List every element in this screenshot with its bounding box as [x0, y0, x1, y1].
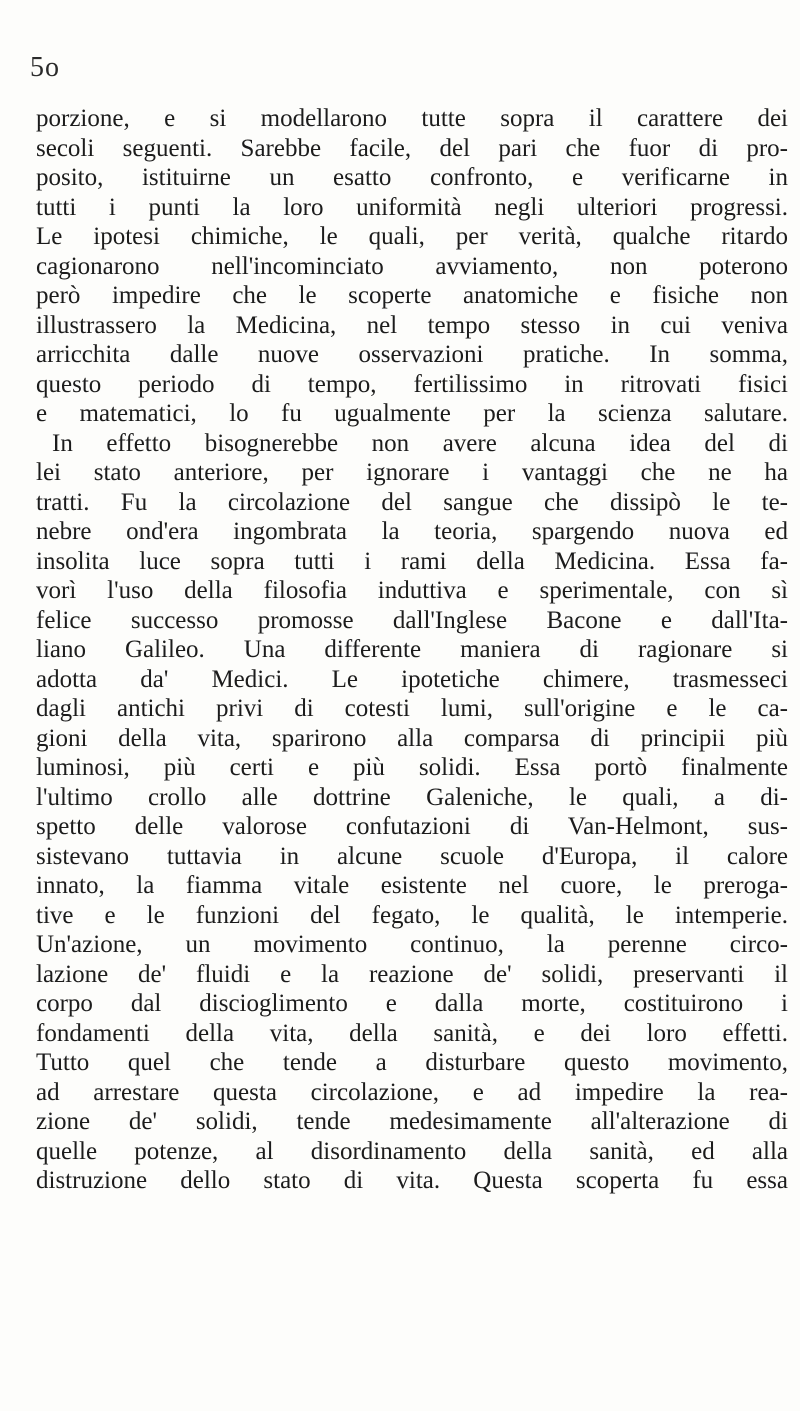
text-line: insolita luce sopra tutti i rami della Medicina. Essa fa- [36, 547, 788, 575]
text-line: adotta da' Medici. Le ipotetiche chimere, trasmesseci [36, 665, 788, 693]
text-line: e matematici, lo fu ugualmente per la scienza salutare. [36, 400, 788, 427]
text-line: sistevano tuttavia in alcune scuole d'Europa, il calore [36, 842, 788, 870]
text-line: Un'azione, un movimento continuo, la perenne circo- [36, 931, 788, 958]
body-text [36, 104, 788, 1196]
text-line: tutti i punti la loro uniformità negli ulteriori progressi. [36, 193, 788, 221]
text-line: Le ipotesi chimiche, le quali, per verità, qualche ritardo [36, 223, 788, 250]
text-line: gioni della vita, sparirono alla comparsa di principii più [36, 724, 788, 752]
text-line: corpo dal discioglimento e dalla morte, costituirono i [36, 990, 788, 1017]
text-line: spetto delle valorose confutazioni di Van-Helmont, sus- [36, 813, 788, 840]
text-line: ad arrestare questa circolazione, e ad impedire la rea- [36, 1078, 788, 1106]
text-line: nebre ond'era ingombrata la teoria, spargendo nuova ed [36, 518, 788, 545]
text-line: arricchita dalle nuove osservazioni pratiche. In somma, [36, 341, 788, 368]
text-line: In effetto bisognerebbe non avere alcuna idea del di [52, 429, 788, 457]
text-line: felice successo promosse dall'Inglese Bacone e dall'Ita- [36, 606, 788, 634]
text-line: dagli antichi privi di cotesti lumi, sull'origine e le ca- [36, 695, 788, 722]
page-number: 5o [30, 52, 60, 83]
text-line: secoli seguenti. Sarebbe facile, del pari che fuor di pro- [36, 134, 788, 162]
text-line: però impedire che le scoperte anatomiche e fisiche non [36, 282, 788, 309]
text-line: questo periodo di tempo, fertilissimo in ritrovati fisici [36, 370, 788, 398]
text-line: fondamenti della vita, della sanità, e dei loro effetti. [36, 1019, 788, 1047]
text-line: lazione de' fluidi e la reazione de' solidi, preservanti il [36, 960, 788, 988]
text-line: posito, istituirne un esatto confronto, e verificarne in [36, 164, 788, 191]
text-line: distruzione dello stato di vita. Questa scoperta fu essa [36, 1167, 788, 1194]
text-line: Tutto quel che tende a disturbare questo movimento, [36, 1049, 788, 1076]
text-line: tive e le funzioni del fegato, le qualità, le intemperie. [36, 901, 788, 929]
text-line: porzione, e si modellarono tutte sopra il carattere dei [36, 105, 788, 132]
text-line: innato, la fiamma vitale esistente nel cuore, le preroga- [36, 872, 788, 899]
text-line: liano Galileo. Una differente maniera di ragionare si [36, 636, 788, 663]
text-line: l'ultimo crollo alle dottrine Galeniche, le quali, a di- [36, 783, 788, 811]
text-line: quelle potenze, al disordinamento della sanità, ed alla [36, 1137, 788, 1165]
text-line: zione de' solidi, tende medesimamente all'alterazione di [36, 1108, 788, 1135]
text-line: luminosi, più certi e più solidi. Essa portò finalmente [36, 754, 788, 781]
text-line: cagionarono nell'incominciato avviamento, non poterono [36, 252, 788, 280]
text-line: lei stato anteriore, per ignorare i vantaggi che ne ha [36, 459, 788, 486]
text-line: vorì l'uso della filosofia induttiva e sperimentale, con sì [36, 577, 788, 604]
text-line: illustrassero la Medicina, nel tempo stesso in cui veniva [36, 311, 788, 339]
text-line: tratti. Fu la circolazione del sangue che dissipò le te- [36, 488, 788, 516]
